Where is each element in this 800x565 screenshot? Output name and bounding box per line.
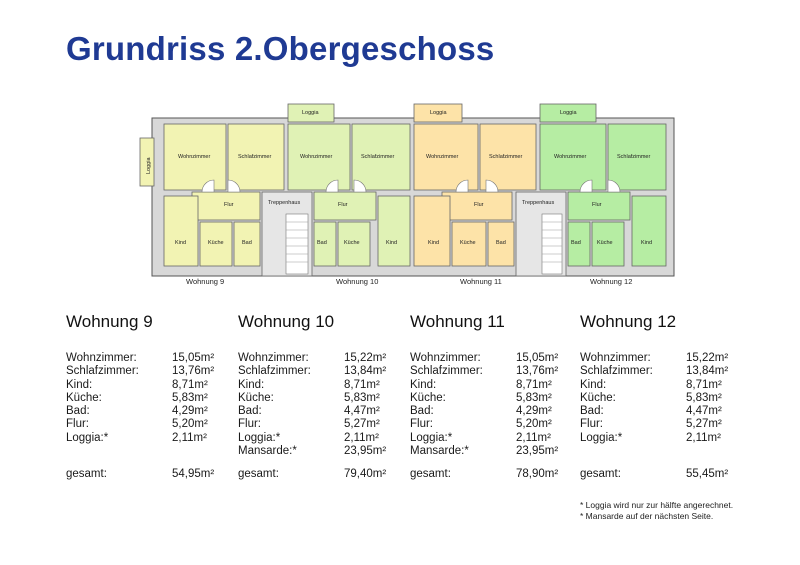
- area-label: Schlafzimmer:: [580, 365, 653, 378]
- area-row: [238, 352, 398, 365]
- area-value: 23,95m²: [344, 445, 387, 458]
- room-kind: [164, 196, 198, 266]
- area-row: [238, 445, 398, 458]
- apartment-9-block: [66, 312, 226, 445]
- total-label: gesamt:: [410, 468, 451, 480]
- area-value: 4,29m²: [172, 405, 208, 418]
- area-row: [410, 352, 570, 365]
- room-kind: [378, 196, 410, 266]
- area-row: [66, 392, 226, 405]
- area-row: [410, 365, 570, 378]
- area-label: Bad:: [66, 405, 90, 418]
- apartment-11-block: [410, 312, 570, 458]
- area-label: Schlafzimmer:: [66, 365, 139, 378]
- apartment-9-total: [66, 468, 226, 480]
- footnote-mansarde: * Mansarde auf der nächsten Seite.: [580, 511, 714, 521]
- apartment-12-total: [580, 468, 740, 480]
- area-value: 23,95m²: [516, 445, 559, 458]
- apartment-title: Wohnung 12: [580, 312, 677, 331]
- label-loggia: Loggia: [560, 110, 577, 116]
- area-row: [410, 418, 570, 431]
- area-row: [66, 405, 226, 418]
- area-value: 8,71m²: [686, 378, 722, 391]
- label-kind: Kind: [428, 240, 440, 246]
- total-label: gesamt:: [238, 468, 279, 480]
- area-value: 4,47m²: [344, 405, 380, 418]
- label-flur: Flur: [224, 202, 234, 208]
- area-row: [580, 379, 740, 392]
- area-label: Kind:: [580, 378, 607, 391]
- area-label: Mansarde:*: [410, 445, 469, 458]
- unit-label-10: Wohnung 10: [336, 277, 379, 286]
- area-label: Kind:: [238, 378, 265, 391]
- total-value: 54,95m²: [172, 468, 215, 480]
- room-kind: [632, 196, 666, 266]
- area-value: 13,84m²: [686, 365, 729, 378]
- area-value: 5,83m²: [344, 391, 380, 404]
- area-row: [580, 365, 740, 378]
- area-value: 13,76m²: [172, 365, 215, 378]
- area-row: [238, 432, 398, 445]
- area-label: Flur:: [66, 418, 89, 431]
- area-label: Wohnzimmer:: [238, 352, 309, 364]
- area-row: [580, 392, 740, 405]
- area-value: 5,27m²: [686, 418, 722, 431]
- area-row: [66, 379, 226, 392]
- area-row: [410, 405, 570, 418]
- label-bad: Bad: [571, 240, 581, 246]
- area-row: [66, 352, 226, 365]
- total-label: gesamt:: [580, 468, 621, 480]
- area-row: [580, 352, 740, 365]
- area-row: [66, 432, 226, 445]
- label-wohnzimmer: Wohnzimmer: [300, 154, 333, 160]
- label-kind: Kind: [641, 240, 653, 246]
- area-value: 13,84m²: [344, 365, 387, 378]
- label-wohnzimmer: Wohnzimmer: [178, 154, 211, 160]
- area-label: Küche:: [410, 391, 446, 404]
- label-kueche: Küche: [460, 240, 476, 246]
- area-label: Bad:: [238, 405, 262, 418]
- area-value: 5,83m²: [172, 391, 208, 404]
- label-treppenhaus: Treppenhaus: [268, 200, 301, 206]
- area-label: Kind:: [66, 378, 93, 391]
- label-kueche: Küche: [208, 240, 224, 246]
- area-row: [238, 379, 398, 392]
- area-value: 8,71m²: [344, 378, 380, 391]
- area-value: 2,11m²: [686, 431, 721, 444]
- label-flur: Flur: [338, 202, 348, 208]
- total-value: 79,40m²: [344, 468, 387, 480]
- area-label: Mansarde:*: [238, 445, 297, 458]
- area-label: Loggia:*: [410, 431, 453, 444]
- area-label: Küche:: [580, 391, 616, 404]
- label-flur: Flur: [474, 202, 484, 208]
- apartment-title: Wohnung 9: [66, 312, 153, 331]
- area-value: 2,11m²: [516, 431, 551, 444]
- area-value: 4,47m²: [686, 405, 722, 418]
- area-row: [238, 392, 398, 405]
- area-row: [238, 418, 398, 431]
- area-value: 15,05m²: [172, 352, 215, 364]
- area-label: Küche:: [66, 391, 102, 404]
- area-row: [410, 432, 570, 445]
- area-row: [410, 379, 570, 392]
- area-label: Bad:: [410, 405, 434, 418]
- apartment-10-total: [238, 468, 398, 480]
- area-value: 2,11m²: [172, 431, 207, 444]
- footnotes: [580, 500, 733, 522]
- area-row: [66, 418, 226, 431]
- area-row: [238, 405, 398, 418]
- room-kind: [414, 196, 450, 266]
- unit-label-11: Wohnung 11: [460, 277, 502, 286]
- page-title: Grundriss 2.Obergeschoss: [66, 30, 495, 67]
- label-loggia: Loggia: [430, 110, 447, 116]
- area-row: [410, 445, 570, 458]
- label-wohnzimmer: Wohnzimmer: [554, 154, 587, 160]
- area-value: 5,20m²: [172, 418, 208, 431]
- area-row: [580, 418, 740, 431]
- area-value: 15,05m²: [516, 352, 559, 364]
- area-label: Schlafzimmer:: [238, 365, 311, 378]
- area-label: Wohnzimmer:: [580, 352, 651, 364]
- area-value: 15,22m²: [686, 352, 729, 364]
- area-label: Loggia:*: [66, 431, 109, 444]
- area-value: 5,27m²: [344, 418, 380, 431]
- label-schlafzimmer: Schlafzimmer: [361, 154, 395, 160]
- label-treppenhaus: Treppenhaus: [522, 200, 555, 206]
- apartment-12-block: [580, 312, 740, 445]
- area-label: Küche:: [238, 391, 274, 404]
- area-value: 15,22m²: [344, 352, 387, 364]
- area-label: Flur:: [580, 418, 603, 431]
- label-loggia: Loggia: [302, 110, 319, 116]
- total-value: 55,45m²: [686, 468, 729, 480]
- area-row: [580, 432, 740, 445]
- total-label: gesamt:: [66, 468, 107, 480]
- label-kind: Kind: [175, 240, 187, 246]
- area-value: 5,83m²: [516, 391, 552, 404]
- apartment-11-total: [410, 468, 570, 480]
- label-kind: Kind: [386, 240, 398, 246]
- area-row: [580, 405, 740, 418]
- label-loggia: Loggia: [146, 157, 152, 174]
- area-label: Loggia:*: [238, 431, 281, 444]
- area-row: [238, 365, 398, 378]
- apartment-title: Wohnung 10: [238, 312, 335, 331]
- total-value: 78,90m²: [516, 468, 559, 480]
- area-value: 2,11m²: [344, 431, 379, 444]
- label-flur: Flur: [592, 202, 602, 208]
- area-label: Flur:: [410, 418, 433, 431]
- area-label: Flur:: [238, 418, 261, 431]
- area-value: 8,71m²: [516, 378, 552, 391]
- area-value: 13,76m²: [516, 365, 559, 378]
- area-label: Loggia:*: [580, 431, 623, 444]
- label-schlafzimmer: Schlafzimmer: [238, 154, 272, 160]
- area-value: 5,20m²: [516, 418, 552, 431]
- area-label: Schlafzimmer:: [410, 365, 483, 378]
- area-row: [410, 392, 570, 405]
- label-bad: Bad: [317, 240, 327, 246]
- label-schlafzimmer: Schlafzimmer: [617, 154, 651, 160]
- apartment-title: Wohnung 11: [410, 312, 505, 331]
- area-label: Bad:: [580, 405, 604, 418]
- apartment-10-block: [238, 312, 398, 458]
- label-kueche: Küche: [597, 240, 613, 246]
- label-schlafzimmer: Schlafzimmer: [489, 154, 523, 160]
- label-kueche: Küche: [344, 240, 360, 246]
- unit-label-9: Wohnung 9: [186, 277, 225, 286]
- label-wohnzimmer: Wohnzimmer: [426, 154, 459, 160]
- area-label: Wohnzimmer:: [410, 352, 481, 364]
- area-label: Wohnzimmer:: [66, 352, 137, 364]
- area-row: [66, 365, 226, 378]
- area-value: 4,29m²: [516, 405, 552, 418]
- area-label: Kind:: [410, 378, 437, 391]
- unit-label-12: Wohnung 12: [590, 277, 633, 286]
- footnote-loggia: * Loggia wird nur zur hälfte angerechnet.: [580, 500, 734, 510]
- area-value: 5,83m²: [686, 391, 722, 404]
- label-bad: Bad: [496, 240, 506, 246]
- area-value: 8,71m²: [172, 378, 208, 391]
- label-bad: Bad: [242, 240, 252, 246]
